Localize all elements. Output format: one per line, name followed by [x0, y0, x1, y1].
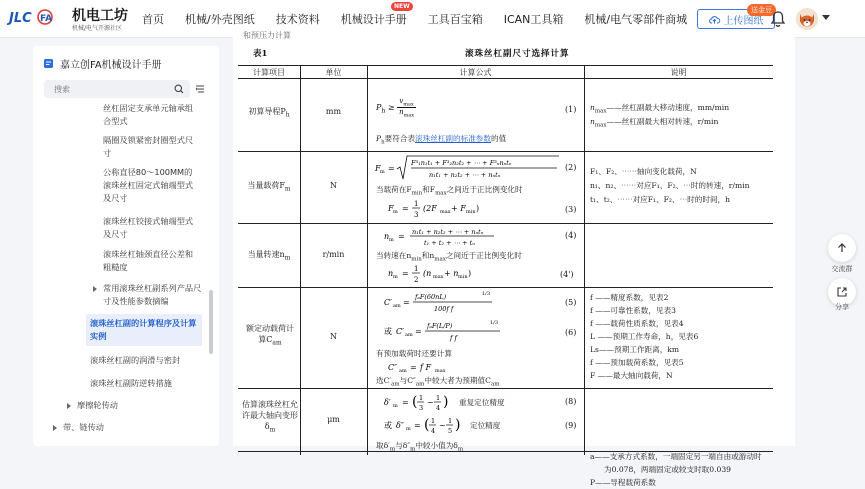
scroll-top-button[interactable]: [828, 234, 856, 262]
svg-text:n: n: [388, 269, 394, 278]
row3-unit: r/min: [322, 250, 345, 259]
table-rule: [238, 65, 773, 66]
nav-tech-docs[interactable]: 技术资料: [275, 13, 320, 26]
tree-item-lubrication[interactable]: 滚珠丝杠副的润滑与密封: [90, 355, 181, 365]
row4-note-1: 有预加载荷时还要计算: [376, 349, 452, 358]
svg-text:(: (: [412, 394, 418, 410]
document-page: [233, 30, 795, 487]
svg-text:m: m: [389, 237, 394, 243]
formula-number: (3): [565, 205, 577, 214]
tree-item-friction-wheel[interactable]: 摩擦轮传动: [77, 400, 118, 410]
svg-text:am: am: [393, 303, 401, 309]
svg-text:3: 3: [414, 211, 419, 219]
svg-text:δ′: δ′: [384, 398, 391, 407]
row4-desc-7: F ——最大轴向载荷，N: [590, 371, 673, 380]
user-avatar[interactable]: [796, 8, 818, 30]
svg-text:JLC: JLC: [9, 11, 32, 26]
svg-text:m: m: [393, 274, 398, 280]
tree-item-spacer-seal[interactable]: 隔圈及锁紧密封圈型式尺寸: [103, 135, 194, 158]
logo-mark: [8, 7, 68, 29]
table-rule: [238, 388, 773, 389]
svg-text:=: =: [402, 269, 409, 278]
svg-text:am: am: [405, 332, 413, 338]
row6-desc-3: P——导程载荷系数: [590, 478, 656, 487]
formula-number: (4'): [560, 270, 574, 279]
formula-number: (4): [565, 231, 577, 240]
row3-item: 当量转速$n_m$: [247, 250, 291, 262]
previous-section-text: 和预压力计算: [243, 31, 291, 40]
standard-params-link[interactable]: 滚珠丝杠副的标准参数: [415, 134, 491, 143]
row4-item: 额定动载荷计算$C_{am}$: [246, 324, 294, 347]
row6-desc-1: a——支承方式系数，一端固定另一端自由或游动时: [590, 452, 762, 461]
table-rule: [238, 287, 773, 288]
site-logo[interactable]: [8, 4, 130, 34]
formula-number: (2): [565, 163, 577, 172]
formula-number: (6): [565, 328, 577, 337]
svg-text:+ n: + n: [444, 269, 459, 278]
formula-number: (5): [565, 298, 577, 307]
logo-name: 机电工坊: [72, 8, 128, 24]
svg-text:或: 或: [384, 327, 392, 336]
svg-text:): ): [443, 394, 449, 410]
svg-text:n: n: [384, 232, 390, 241]
promo-badge: 送金豆: [747, 4, 776, 16]
table-rule: [238, 151, 773, 152]
svg-text:2: 2: [414, 276, 419, 284]
svg-text:max: max: [435, 368, 446, 374]
row5-item: 估算滚珠丝杠允许最大轴向变形$\delta_m$: [242, 400, 298, 434]
formula-number: (9): [565, 421, 577, 430]
svg-text:): ): [468, 269, 472, 278]
row5-formula-9-text: 定位精度: [470, 421, 501, 430]
bell-icon[interactable]: [770, 10, 786, 28]
nav-ican-toolbox[interactable]: ICAN工具箱: [503, 13, 564, 26]
row5-unit: μm: [327, 415, 340, 424]
svg-text:1/3: 1/3: [490, 320, 499, 326]
svg-text:=: =: [415, 327, 422, 336]
svg-text:max: max: [433, 274, 444, 280]
row4-formula-7: [386, 359, 476, 375]
svg-text:或: 或: [384, 421, 392, 430]
svg-text:C″: C″: [388, 363, 398, 372]
row3-note: 当转速在$n_{min}$和$n_{max}$之间近于正比例变化时: [376, 251, 522, 263]
row1-formula: $P_h$ ≥ $\frac{v_{max}}{n_{max}}$: [376, 97, 415, 119]
row1-desc-1: $n_{max}——$丝杠副最大移动速度，mm/min: [590, 103, 730, 115]
row2-desc-1: F₁、F₂、⋯⋯轴向变化载荷，N: [590, 167, 697, 176]
nav-design-handbook-label: 机械设计手册: [340, 13, 407, 26]
handbook-sidebar: [33, 46, 219, 446]
row2-note: 当载荷在$F_{min}$和$F_{max}$之间近于正比例变化时: [376, 185, 523, 197]
row4-formula-6: [382, 318, 532, 346]
svg-text:1: 1: [431, 417, 436, 425]
svg-text:f F: f F: [420, 363, 432, 372]
expand-caret-icon[interactable]: [67, 403, 71, 409]
svg-text:(: (: [424, 417, 430, 433]
svg-text:=: =: [388, 164, 395, 173]
row1-desc-2: $n_{max}——$丝杠副最大相对转速，r/min: [590, 117, 719, 129]
row4-desc-5: Ls——预期工作距离，km: [590, 345, 680, 354]
tree-item-product-series[interactable]: 常用滚珠丝杠副系列产品尺寸及性能参数摘编: [103, 283, 202, 306]
svg-text:): ): [476, 204, 480, 213]
table-caption: 滚珠丝杠副尺寸选择计算: [465, 49, 570, 59]
svg-text:FA: FA: [40, 14, 53, 24]
nav-toolbox[interactable]: 工具百宝箱: [427, 13, 483, 26]
tree-item-calc-program[interactable]: 滚珠丝杠副的计算程序及计算实例: [86, 314, 202, 346]
tree-item-belt-chain[interactable]: 带、链传动: [63, 422, 104, 432]
row2-unit: N: [330, 181, 337, 190]
row4-desc-6: f ——预加载荷系数，见表5: [590, 358, 684, 367]
svg-text:~: ~: [439, 421, 446, 430]
group-chat-label[interactable]: 交流群: [831, 265, 853, 273]
header-calc-item: 计算项目: [253, 68, 285, 77]
svg-text:=: =: [414, 421, 421, 430]
svg-text:+ F: + F: [451, 204, 466, 213]
cloud-upload-icon: [709, 15, 720, 24]
svg-text:F: F: [375, 164, 381, 173]
svg-text:5: 5: [448, 427, 453, 435]
svg-text:m: m: [393, 403, 398, 409]
handbook-icon: [43, 58, 54, 69]
header-description: 说明: [670, 68, 687, 77]
expand-caret-icon[interactable]: [93, 286, 97, 292]
svg-text:C′: C′: [396, 327, 404, 336]
svg-text:m: m: [393, 209, 398, 215]
logo-mark-icon: [8, 7, 68, 29]
svg-text:): ): [455, 417, 461, 433]
svg-text:4: 4: [431, 427, 436, 435]
row2-item: 当量载荷$F_m$: [247, 181, 291, 193]
row6-desc-2: 为0.078，两端固定或较支时取0.039: [604, 465, 732, 474]
svg-text:(2F: (2F: [423, 204, 437, 213]
row5-formula-8-text: 重复定位精度: [459, 398, 505, 407]
tree-item-bearing-combos[interactable]: 丝杠固定支承单元轴承组合型式: [103, 103, 194, 126]
arrow-up-icon: [836, 242, 848, 254]
svg-text:n₁t₁ + n₂t₂ + ⋯ + nₙtₙ: n₁t₁ + n₂t₂ + ⋯ + nₙtₙ: [412, 228, 484, 236]
share-label[interactable]: 分享: [835, 303, 849, 311]
svg-text:n₁t₁ + n₂t₂ + ⋯ + nₙtₙ: n₁t₁ + n₂t₂ + ⋯ + nₙtₙ: [429, 171, 501, 179]
svg-text:3: 3: [419, 404, 424, 412]
row4-unit: N: [330, 332, 337, 341]
row2-formula-3: [386, 197, 496, 221]
nav-home[interactable]: 首页: [142, 13, 164, 26]
svg-text:1: 1: [419, 394, 424, 402]
tree-item-anti-reverse[interactable]: 滚珠丝杠副防逆转措施: [90, 378, 172, 388]
expand-caret-icon[interactable]: [53, 425, 57, 431]
row4-desc-2: f ——可靠性系数，见表3: [590, 306, 676, 315]
svg-text:4: 4: [436, 404, 441, 412]
svg-text:min: min: [466, 209, 476, 215]
row4-formula-5: [382, 289, 532, 317]
row2-desc-3: t₁、t₂、⋯⋯对应F₁、F₂、⋯时的时间，h: [590, 195, 731, 204]
svg-text:1: 1: [414, 200, 419, 208]
svg-text:m: m: [380, 169, 385, 175]
svg-text:fₐF(L/P): fₐF(L/P): [427, 322, 453, 330]
svg-text:f f: f f: [450, 334, 457, 342]
row1-item: 初算导程$P_h$: [248, 107, 290, 119]
row4-desc-3: f ——载荷性质系数，见表4: [590, 319, 684, 328]
avatar-dropdown-icon[interactable]: [822, 15, 830, 20]
row4-desc-1: f ——精度系数，见表2: [590, 293, 669, 302]
logo-subtitle: 机械/电气开源社区: [72, 25, 123, 32]
sidebar-scrollbar[interactable]: [209, 290, 213, 354]
calculation-table: [238, 65, 773, 487]
collapse-tree-icon[interactable]: [195, 84, 205, 94]
table-rule: [238, 223, 773, 224]
share-icon: [836, 286, 848, 298]
table-rule: [300, 65, 301, 455]
svg-text:C′: C′: [384, 298, 392, 307]
upload-drawing-label: 上传图纸: [723, 15, 764, 27]
svg-text:(n: (n: [423, 269, 432, 278]
svg-text:t₁ + t₂ + ⋯ + tₙ: t₁ + t₂ + ⋯ + tₙ: [424, 239, 475, 247]
row1-note: $P_h$要符合表滚珠丝杠副的标准参数的值: [376, 134, 507, 146]
svg-text:~: ~: [427, 398, 434, 407]
sidebar-title[interactable]: [43, 56, 162, 71]
row2-desc-2: n₁、n₂、⋯⋯对应F₁、F₂、⋯时的转速，r/min: [590, 181, 750, 190]
header-unit: 单位: [325, 68, 342, 77]
nav-design-handbook[interactable]: [340, 3, 410, 27]
table-number: 表1: [253, 49, 268, 59]
svg-text:=: =: [398, 232, 405, 241]
table-rule: [367, 65, 368, 455]
row5-formula-9: [382, 413, 532, 439]
svg-text:am: am: [399, 368, 407, 374]
svg-text:δ″: δ″: [396, 421, 404, 430]
svg-text:=: =: [403, 298, 410, 307]
row3-formula-4b: [386, 262, 496, 286]
new-badge: NEW: [391, 2, 413, 11]
sidebar-title-label: 嘉立创FA机械设计手册: [60, 60, 162, 71]
svg-text:min: min: [458, 274, 468, 280]
table-rule: [584, 65, 585, 455]
svg-text:1: 1: [448, 417, 453, 425]
svg-text:m: m: [406, 426, 411, 432]
nav-parts-mall[interactable]: 机械/电气零部件商城: [584, 13, 688, 26]
row4-note-2: 选$C'_{am}$与$C''_{am}$中较大者为预期值$C_{am}$: [376, 376, 500, 388]
header-formula: 计算公式: [459, 68, 492, 77]
svg-text:fₐF(60nL): fₐF(60nL): [415, 293, 447, 301]
nav-drawings[interactable]: 机械/外壳图纸: [185, 13, 255, 26]
row1-unit: mm: [325, 107, 342, 116]
svg-text:1: 1: [436, 394, 441, 402]
search-icon[interactable]: [174, 84, 184, 94]
row5-note: 取$\delta'_m$与$\delta''_m$中较小值为$\delta_m$: [376, 441, 464, 453]
tree-item-fixed-shaft-end[interactable]: 公称直径80～100MM的滚珠丝杠固定式轴端型式及尺寸: [103, 167, 194, 203]
row2-formula-2: [373, 153, 563, 183]
sidebar-search-input[interactable]: [44, 80, 190, 98]
svg-text:=: =: [410, 363, 417, 372]
row4-desc-4: L ——预期工作寿命，h，见表6: [590, 332, 699, 341]
formula-number: (1): [565, 105, 577, 114]
svg-text:=: =: [402, 398, 409, 407]
svg-text:max: max: [440, 209, 451, 215]
tree-item-hinged-shaft-end[interactable]: 滚珠丝杠铰接式轴端型式及尺寸: [103, 216, 194, 239]
row3-formula-4: [382, 225, 532, 249]
formula-number: (8): [565, 397, 577, 406]
svg-text:F³₁n₁t₁ + F³₂n₂t₂ + ⋯ + F³ₙnₙt: F³₁n₁t₁ + F³₂n₂t₂ + ⋯ + F³ₙnₙtₙ: [411, 159, 512, 167]
fox-avatar-icon: [796, 8, 818, 30]
tree-item-journal-tolerance[interactable]: 滚珠丝杠轴颈直径公差和粗糙度: [103, 249, 194, 272]
svg-text:1: 1: [414, 265, 419, 273]
svg-text:=: =: [402, 204, 409, 213]
table-rule: [238, 78, 773, 79]
svg-text:100f f: 100f f: [434, 305, 454, 313]
svg-text:1/3: 1/3: [482, 291, 491, 297]
svg-text:F: F: [388, 204, 394, 213]
